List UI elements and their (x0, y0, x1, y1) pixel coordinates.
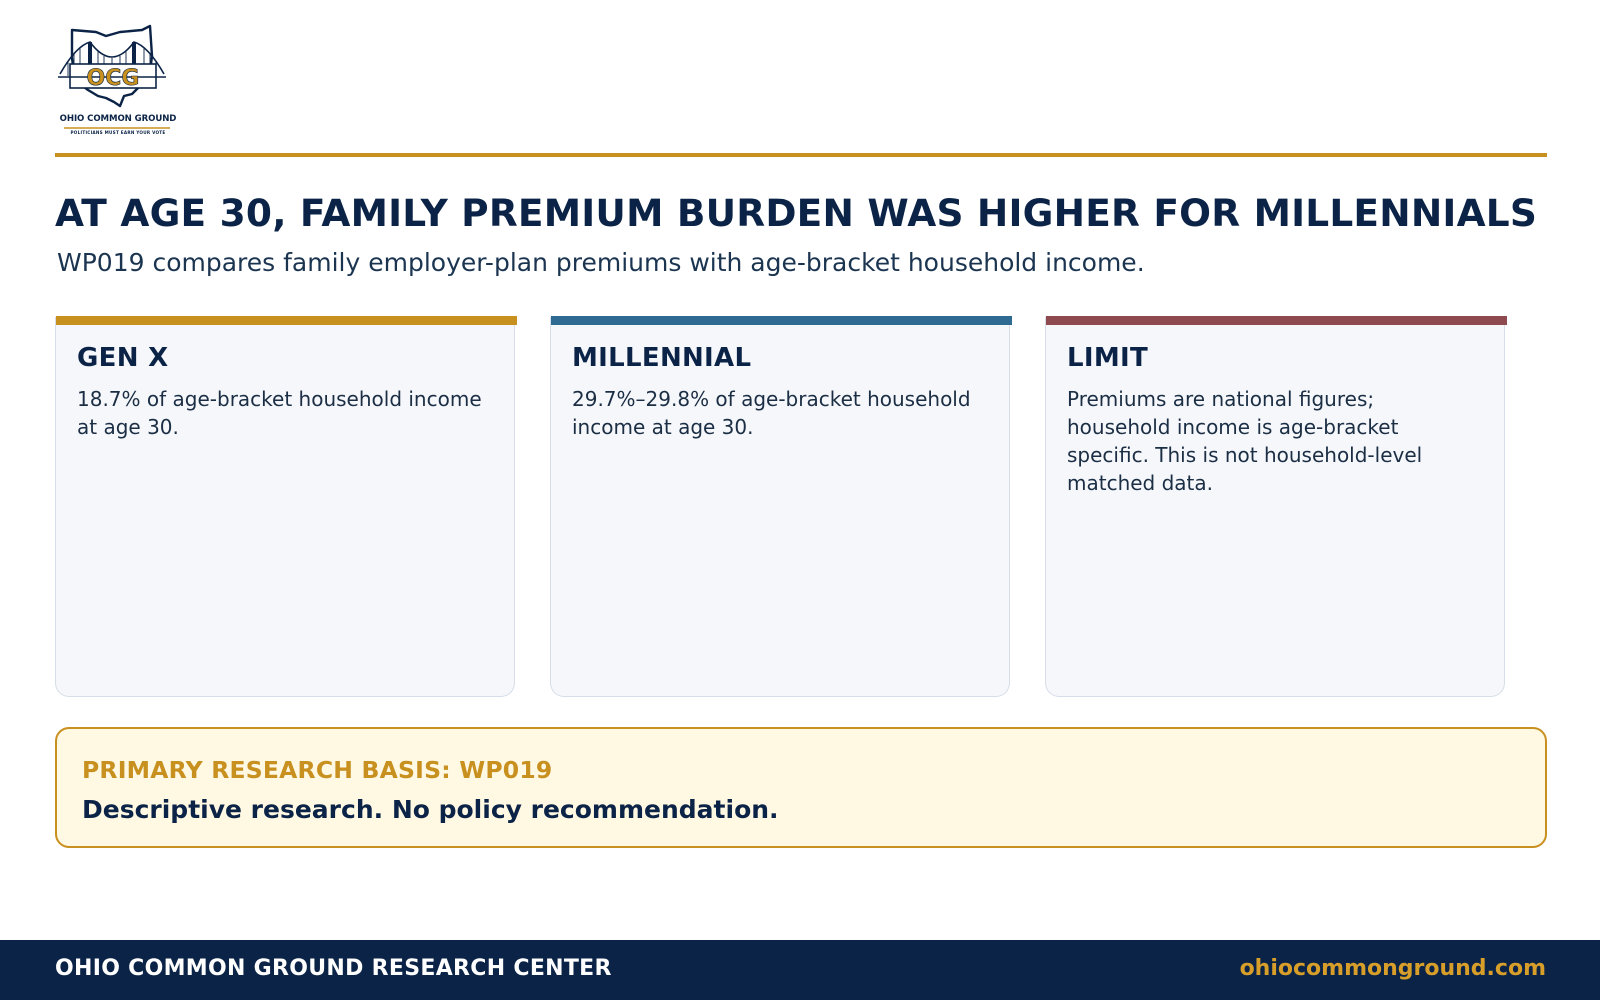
callout-text: Descriptive research. No policy recommendation. (82, 795, 779, 824)
logo-name: OHIO COMMON GROUND (59, 114, 177, 124)
footer-website-link[interactable]: ohiocommonground.com (1239, 956, 1546, 981)
card-millennial (550, 317, 1010, 697)
footer (0, 940, 1600, 1000)
page-subtitle: WP019 compares family employer-plan premiums with age-bracket household income. (57, 248, 1145, 277)
card-accent-bar (56, 316, 517, 325)
card-accent-bar (1046, 316, 1507, 325)
logo-mark: OCG (86, 66, 140, 91)
card-body: Premiums are national figures; household income is age-bracket specific. This is not household-level matched data. (1067, 387, 1423, 495)
card-title: GEN X (77, 343, 169, 373)
footer-org-name: OHIO COMMON GROUND RESEARCH CENTER (55, 956, 612, 981)
card-limit (1045, 317, 1505, 697)
card-body: 18.7% of age-bracket household income at age 30. (77, 387, 482, 439)
card-accent-bar (551, 316, 1012, 325)
card-title: LIMIT (1067, 343, 1149, 373)
logo-tagline: POLITICIANS MUST EARN YOUR VOTE (70, 130, 166, 135)
card-title: MILLENNIAL (572, 343, 752, 373)
logo (58, 22, 178, 142)
header-divider (55, 153, 1547, 157)
ohio-bridge-logo-icon (58, 22, 178, 114)
card-body: 29.7%–29.8% of age-bracket household income at age 30. (572, 387, 971, 439)
card-gen-x (55, 317, 515, 697)
page-title: AT AGE 30, FAMILY PREMIUM BURDEN WAS HIGHER FOR MILLENNIALS (55, 191, 1538, 235)
research-basis-callout (55, 727, 1547, 848)
callout-label: PRIMARY RESEARCH BASIS: WP019 (82, 756, 553, 784)
